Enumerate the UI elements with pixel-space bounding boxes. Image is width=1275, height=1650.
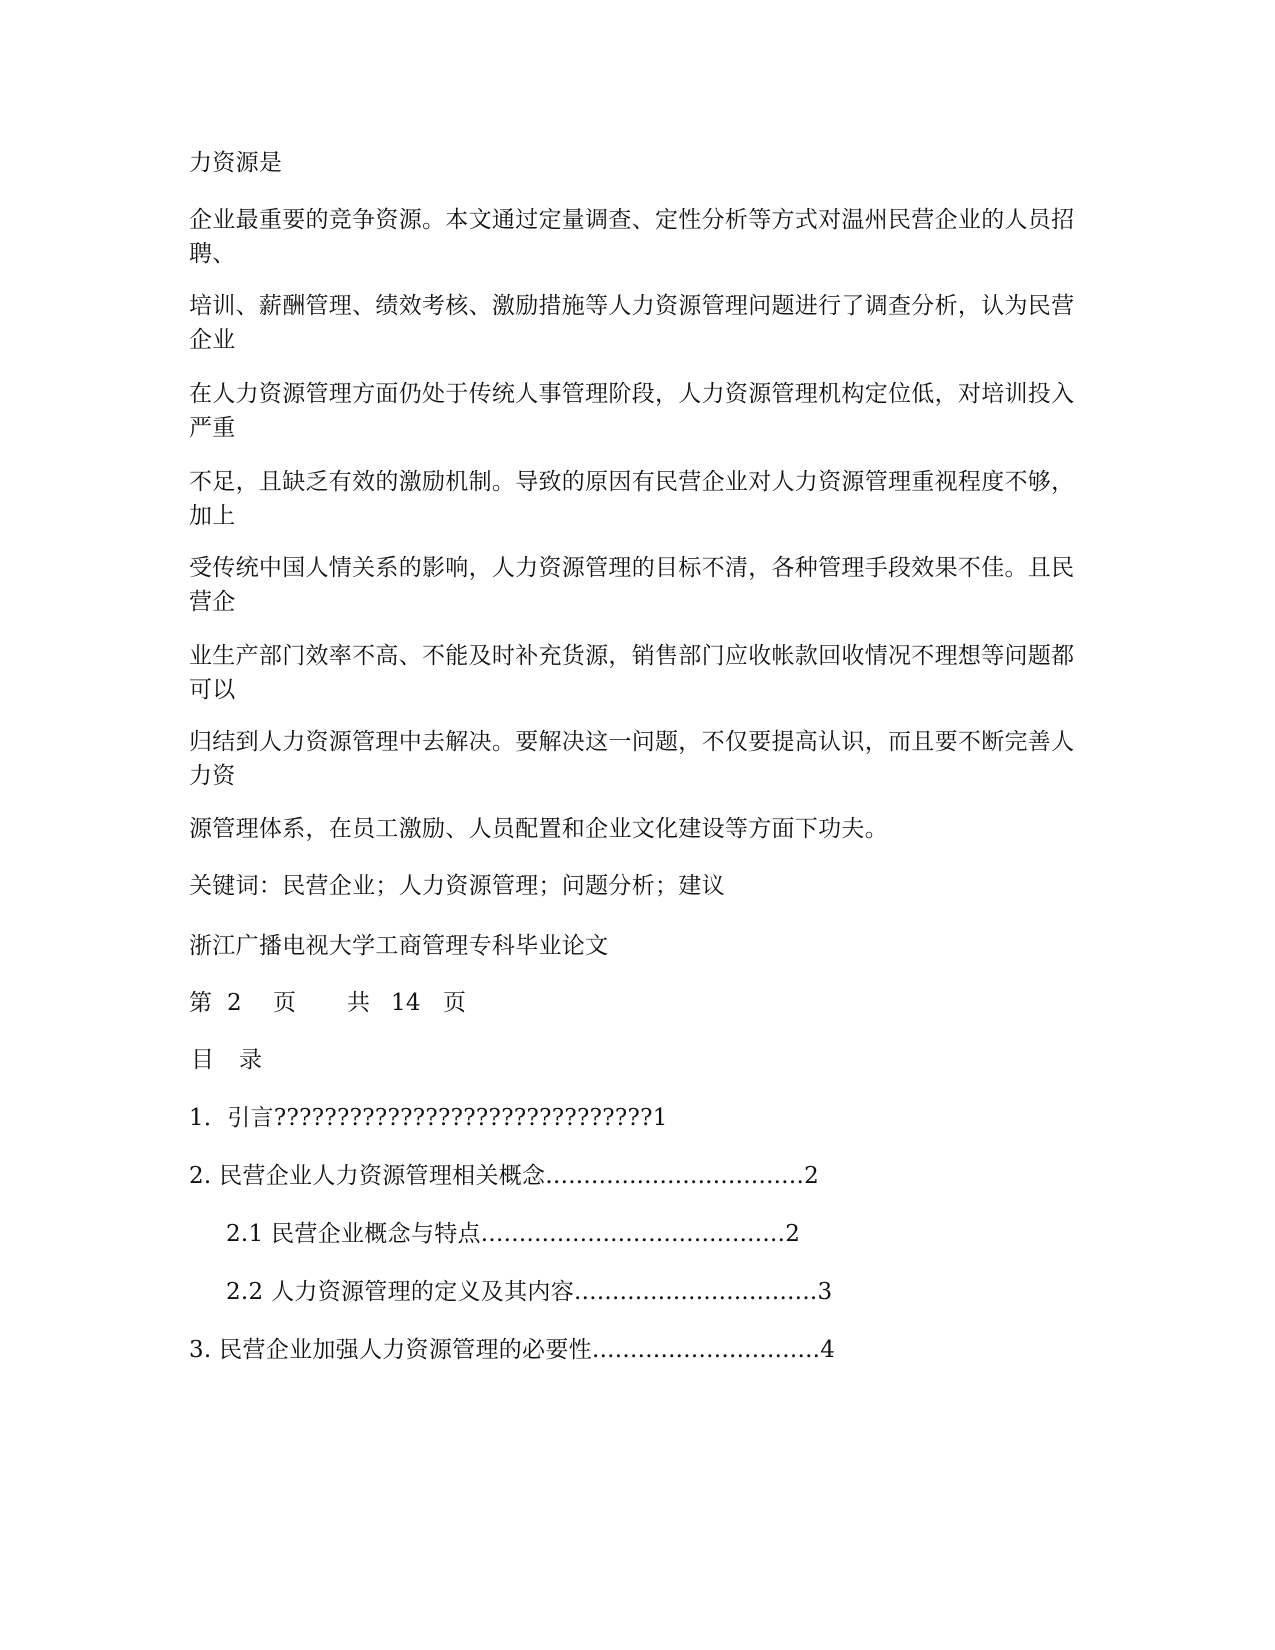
pager-di: 第 [189, 990, 213, 1016]
abstract-line-6: 受传统中国人情关系的影响，人力资源管理的目标不清，各种管理手段效果不佳。且民营企 [189, 555, 1075, 615]
toc-entry-2-1: 2.1 民营企业概念与特点........................................2 [226, 1221, 801, 1247]
toc-heading-mu: 目 [191, 1047, 215, 1073]
page-counter [189, 986, 466, 1020]
pager-current-page: 2 [227, 990, 242, 1016]
abstract-line-2: 企业最重要的竞争资源。本文通过定量调查、定性分析等方式对温州民营企业的人员招聘、 [189, 207, 1075, 267]
toc-entry-3: 3. 民营企业加强人力资源管理的必要性..............................4 [189, 1337, 836, 1363]
keywords-line: 关键词：民营企业；人力资源管理；问题分析；建议 [189, 873, 725, 899]
pager-ye-2: 页 [443, 990, 467, 1016]
toc-entry-2-2: 2.2 人力资源管理的定义及其内容................................3 [226, 1279, 833, 1305]
toc-entry-2: 2. 民营企业人力资源管理相关概念..................................2 [189, 1163, 820, 1189]
pager-total-pages: 14 [391, 990, 421, 1016]
abstract-line-3: 培训、薪酬管理、绩效考核、激励措施等人力资源管理问题进行了调查分析，认为民营企业 [189, 293, 1075, 353]
abstract-line-7: 业生产部门效率不高、不能及时补充货源，销售部门应收帐款回收情况不理想等问题都可以 [189, 643, 1075, 703]
toc-heading-lu: 录 [239, 1047, 263, 1073]
toc-heading [189, 1043, 262, 1077]
institution-line: 浙江广播电视大学工商管理专科毕业论文 [189, 933, 609, 959]
abstract-line-8: 归结到人力资源管理中去解决。要解决这一问题，不仅要提高认识，而且要不断完善人力资 [189, 729, 1075, 789]
abstract-line-9: 源管理体系，在员工激励、人员配置和企业文化建设等方面下功夫。 [189, 816, 888, 842]
abstract-line-1: 力资源是 [189, 150, 283, 176]
pager-gong: 共 [347, 990, 371, 1016]
abstract-line-4: 在人力资源管理方面仍处于传统人事管理阶段，人力资源管理机构定位低，对培训投入严重 [189, 381, 1075, 441]
pager-ye: 页 [273, 990, 297, 1016]
toc-entry-1: 1．引言??????????????????????????????1 [189, 1105, 668, 1131]
abstract-line-5: 不足，且缺乏有效的激励机制。导致的原因有民营企业对人力资源管理重视程度不够，加上 [189, 469, 1075, 529]
